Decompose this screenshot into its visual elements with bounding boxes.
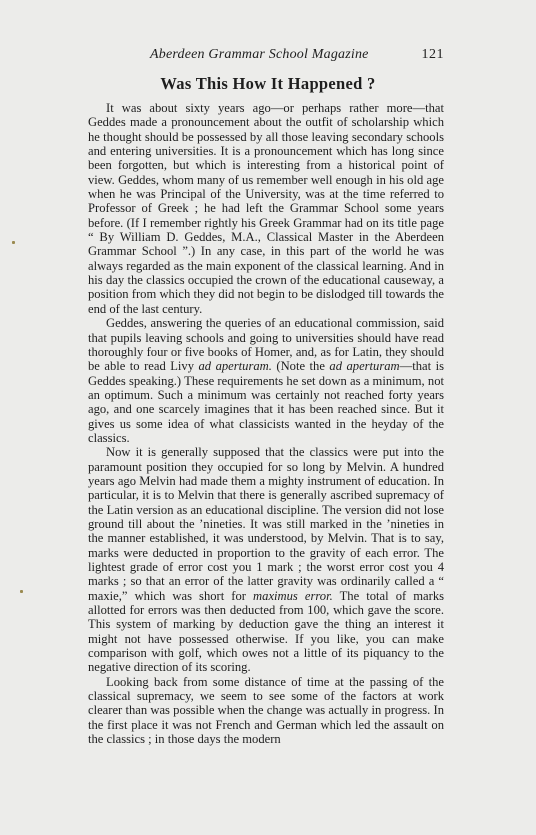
- margin-speck: [20, 590, 23, 593]
- running-head: [88, 47, 444, 65]
- paragraph-4-text: Looking back from some distance of time at the passing of the classical supremacy, we seem to see some of the factors at work clearer than was possible when the change was actually in progress. In the first place it was not French and German which led the assault on the classics ; in those days the modern: [88, 674, 444, 747]
- paragraph-3-text-c: The total of marks allotted for errors was then deducted from 100, which gave the score. This system of marking by deduction gave the thing an interest it might not have possessed otherwise. If you like, you can make comparison with golf, which owes not a little of its piquancy to the negative direction of its scoring.: [88, 588, 445, 675]
- margin-speck: [12, 241, 15, 244]
- paragraph-3: [88, 445, 444, 675]
- latin-phrase: ad aperturam: [329, 359, 400, 374]
- paragraph-4: [88, 675, 444, 747]
- paragraph-3-text-a: Now it is generally supposed that the classics were put into the paramount position they occupied for so long by Melvin. A hundred years ago Melvin had made them a mighty instrument of education. In particular, it is to Melvin that there is generally ascribed supremacy of the Latin version as an educational discipline. The version did not lose ground till about the ’nineties. It was still marked in the ’nineties in the manner established, it was understood, by Melvin. That is to say, marks were deducted in proportion to the gravity of each error. The lightest grade of error cost you 1 mark ; the worst error cost you 4 marks ; so that an error of the latter gravity was ordinarily called a “ maxie,” which was short for: [88, 445, 444, 603]
- paragraph-1-text: It was about sixty years ago—or perhaps rather more—that Geddes made a pronouncement about the outfit of scholarship which he thought should be possessed by all those leaving secondary schools and entering universities. It is a pronouncement which has long since been forgotten, but which is interesting from a historical point of view. Geddes, whom many of us remember well enough in his old age when he was Principal of the University, was at the time referred to Professor of Greek ; he had left the Grammar School some years before. (If I remember rightly his Greek Grammar had on its title page “ By William D. Geddes, M.A., Classical Master in the Aberdeen Grammar School ”.) In any case, in this part of the world he was always regarded as the main exponent of the classical learning. And in his day the classics occupied the crown of the educational causeway, a position from which they did not begin to be dislodged till towards the end of the last century.: [88, 101, 444, 316]
- paragraph-2-text-e: —that is Geddes speaking.) These requirements he set down as a minimum, not an optimum. Such a minimum was certainly not reached forty years ago, and one scarcely imagines that it has been reached since. But it gives us some idea of what classicists wanted in the heyday of the classics.: [88, 359, 445, 445]
- paragraph-1: [88, 101, 444, 316]
- paragraph-2-text-c: (Note the: [276, 359, 325, 374]
- page-number: 121: [421, 47, 444, 62]
- latin-phrase: ad aperturam.: [198, 359, 272, 374]
- running-title: Aberdeen Grammar School Magazine: [150, 47, 369, 62]
- paragraph-2-text-a: Geddes, answering the queries of an educational commission, said that pupils leaving schools and going to universities should have read thoroughly four or five books of Homer, and, as for Latin, they should be able to read Livy: [88, 316, 444, 374]
- article-body: [88, 101, 444, 746]
- article-title: Was This How It Happened ?: [160, 74, 376, 93]
- paragraph-2: [88, 316, 444, 445]
- latin-phrase: maximus error.: [253, 588, 333, 603]
